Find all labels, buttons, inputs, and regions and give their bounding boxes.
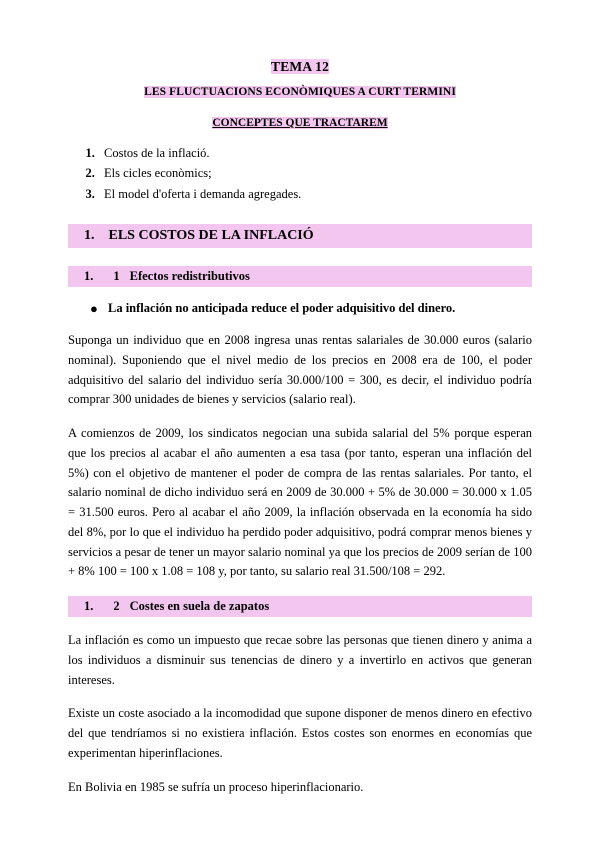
document-title-tema [68,58,532,76]
concepts-list [68,143,532,204]
list-item: 1. Costos de la inflació. [98,143,532,163]
bullet-icon: ● [90,300,98,316]
paragraph-coste-incomodidad: Existe un coste asociado a la incomodidad que supone disponer de menos dinero en efectivo del que tendríamos si no existiera inflación. Estos costes son enormes en economías que experimentan hiperinflaciones. [68,706,532,760]
subheading-number-major: 1. [84,599,94,613]
paragraph-subida-salarial-2009: A comienzos de 2009, los sindicatos negocian una subida salarial del 5% porque esperan que los precios al acabar el año aumenten a esa tasa (por tanto, esperan una inflación del 5%) con el objetivo de mantener el poder de compra de las rentas salariales. Por tanto, el salario nominal de dicho individuo será en 2009 de 30.000 + 5% de 30.000 = 30.000 x 1.05 = 31.500 euros. Pero al acabar el año 2009, la inflación observada en la economía ha sido del 8%, por lo que el individuo ha perdido poder adquisitivo, podrá comprar menos bienes y servicios a pesar de tener un mayor salario nominal ya que los precios de 2009 serían de 100 + 8% 100 = 100 x 1.08 = 108 y, por tanto, su salario real 31.500/108 = 292. [68,426,532,579]
subheading-costes-suela-zapatos [68,596,532,617]
section-intro-label: CONCEPTES QUE TRACTAREM [212,117,388,129]
paragraph-inflacion-impuesto: La inflación es como un impuesto que recae sobre las personas que tienen dinero y anima a los individuos a disminuir sus tenencias de dinero y a invertirlo en activos que generan intereses. [68,633,532,687]
bullet-text: La inflación no anticipada reduce el poder adquisitivo del dinero. [108,300,456,315]
heading-els-costos-de-la-inflacio [68,224,532,248]
section-intro-heading [68,117,532,129]
heading-text: ELS COSTOS DE LA INFLACIÓ [108,227,314,243]
list-item: 3. El model d'oferta i demanda agregades. [98,184,532,204]
document-subtitle [68,82,532,100]
subheading-number-major: 1. [84,268,94,283]
heading-number: 1. [84,227,95,243]
subheading-efectos-redistributivos [68,266,532,287]
list-item: 2. Els cicles econòmics; [98,163,532,183]
subheading-text: Costes en suela de zapatos [129,599,270,613]
paragraph-bolivia-1985: En Bolivia en 1985 se sufría un proceso hiperinflacionario. [68,779,364,794]
subheading-text: Efectos redistributivos [129,268,250,283]
subheading-number-minor: 1 [113,268,120,283]
paragraph-salario-2008: Suponga un individuo que en 2008 ingresa unas rentas salariales de 30.000 euros (salario nominal). Suponiendo que el nivel medio de los precios en 2008 era de 100, el poder adquisitivo del salario del individuo sería 30.000/100 = 300, es decir, el individuo podría comprar 300 unidades de bienes y servicios (salario real). [68,333,532,407]
bullet-inflacion-no-anticipada [68,301,532,317]
subtitle-label: LES FLUCTUACIONS ECONÒMIQUES A CURT TERMINI [144,86,456,98]
subheading-number-minor: 2 [113,599,120,613]
tema-label: TEMA 12 [270,59,330,74]
